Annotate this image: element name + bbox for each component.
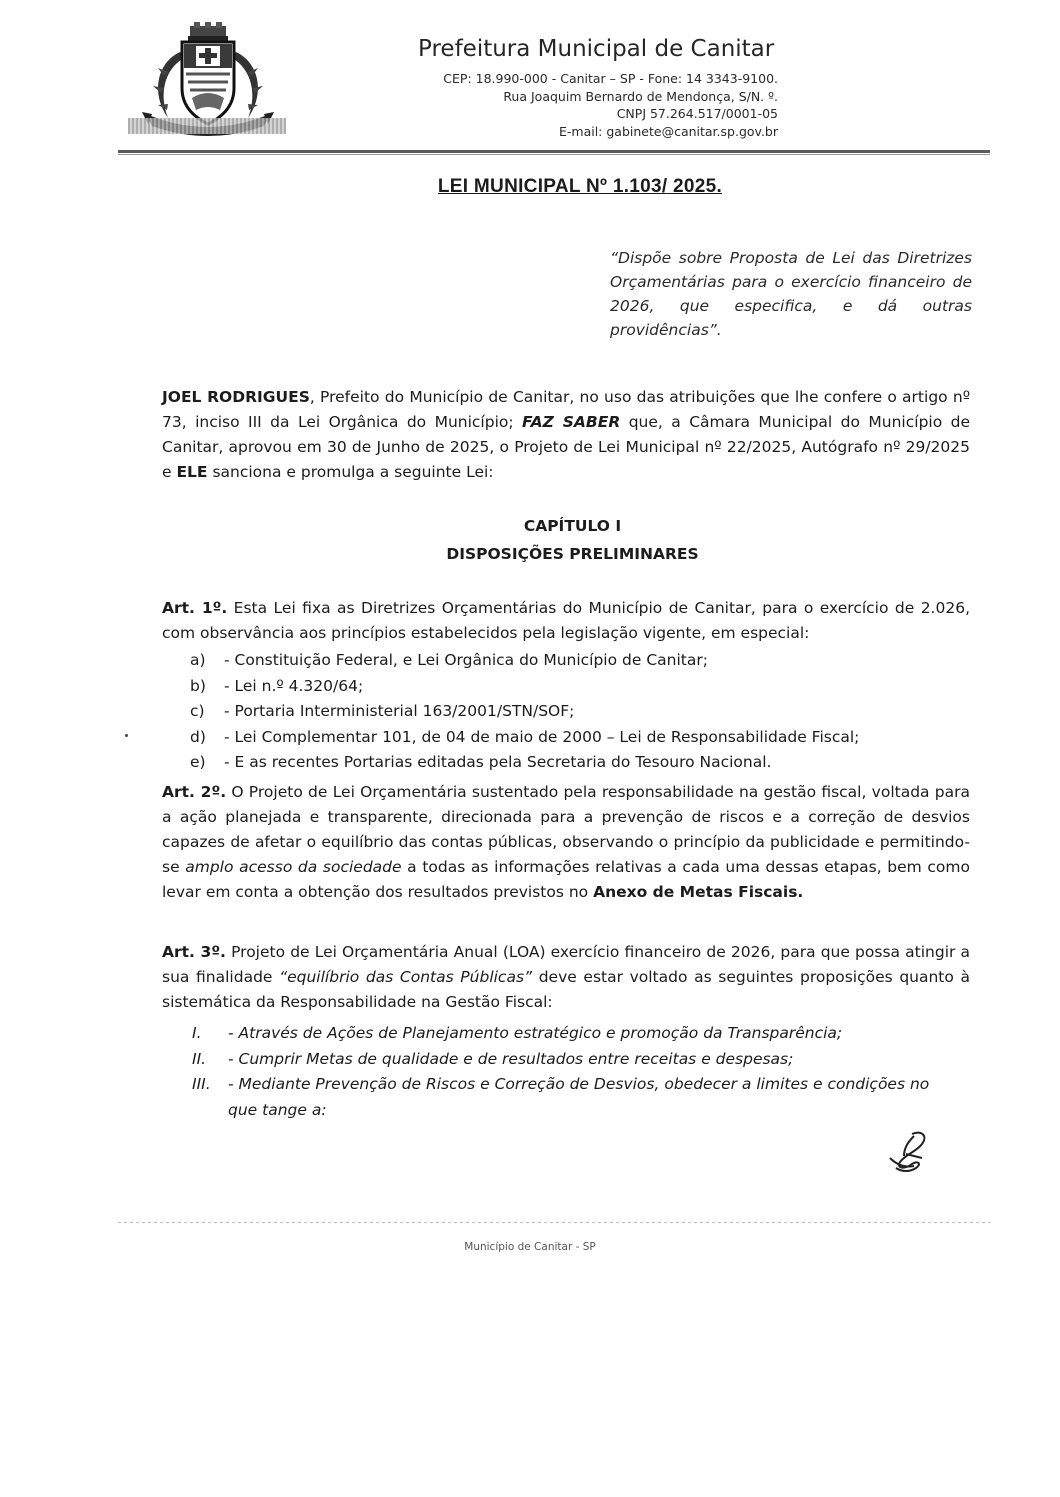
- article-2-label: Art. 2º.: [162, 783, 227, 801]
- faz-saber: FAZ SABER: [522, 413, 621, 431]
- signature-initials-mark: [882, 1128, 938, 1176]
- contact-block: [418, 70, 778, 140]
- list-item: I. - Através de Ações de Planejamento estratégico e promoção da Transparência;: [192, 1024, 843, 1042]
- list-item: II. - Cumprir Metas de qualidade e de resultados entre receitas e despesas;: [192, 1049, 794, 1068]
- list-item: c) - Portaria Interministerial 163/2001/STN/SOF;: [190, 702, 575, 720]
- article-1-items: [190, 648, 980, 776]
- list-item: b) - Lei n.º 4.320/64;: [190, 676, 364, 695]
- list-item: a) - Constituição Federal, e Lei Orgânica do Município de Canitar;: [190, 651, 708, 669]
- scan-speck: [125, 734, 128, 737]
- header-rule: [118, 150, 990, 153]
- article-3-items: [192, 1021, 982, 1123]
- chapter-name: DISPOSIÇÕES PRELIMINARES: [446, 545, 699, 563]
- preamble: JOEL RODRIGUES, Prefeito do Município de Canitar, no uso das atribuições que lhe confere o artigo nº 73, inciso III da Lei Orgânica do Município; FAZ SABER que, a Câmara Municipal do Município de Canitar, aprovou em 30 de Junho de 2025, o Projeto de Lei Municipal nº 22/2025, Autógrafo nº 29/2025 e ELE sanciona e promulga a seguinte Lei:: [162, 388, 971, 481]
- list-item: d) - Lei Complementar 101, de 04 de maio de 2000 – Lei de Responsabilidade Fiscal;: [190, 727, 860, 746]
- footer-rule: [118, 1222, 990, 1223]
- ementa: “Dispõe sobre Proposta de Lei das Diretrizes Orçamentárias para o exercício financeiro de 2026, que especifica, e dá outras providências”.: [610, 249, 972, 339]
- list-item: III. - Mediante Prevenção de Riscos e Correção de Desvios, obedecer a limites e condições no: [192, 1075, 930, 1093]
- list-item-continuation: que tange a:: [228, 1100, 327, 1119]
- cnpj-line: CNPJ 57.264.517/0001-05: [616, 106, 778, 121]
- article-1-label: Art. 1º.: [162, 599, 228, 617]
- mayor-name: JOEL RODRIGUES: [162, 388, 310, 406]
- cep-line: CEP: 18.990-000 - Canitar – SP - Fone: 14 3343-9100.: [443, 71, 778, 86]
- header-rule-thin: [118, 154, 990, 155]
- law-title: LEI MUNICIPAL Nº 1.103/ 2025.: [437, 176, 723, 197]
- crest-base-shading: [128, 118, 286, 134]
- article-2: Art. 2º. O Projeto de Lei Orçamentária sustentado pela responsabilidade na gestão fiscal, voltada para a ação planejada e transparente, direcionada para a prevenção de riscos e a correção de desvios capazes de afetar o equilíbrio das contas públicas, observando o princípio da publicidade e permitindo-se amplo acesso da sociedade a todas as informações relativas a cada uma dessas etapas, bem como levar em conta a obtenção dos resultados previstos no Anexo de Metas Fiscais.: [162, 783, 971, 901]
- footer-text: Município de Canitar - SP: [464, 1241, 596, 1253]
- article-1: Art. 1º. Esta Lei fixa as Diretrizes Orçamentárias do Município de Canitar, para o exercício de 2.026, com observância aos princípios estabelecidos pela legislação vigente, em especial:: [162, 599, 970, 642]
- org-name: Prefeitura Municipal de Canitar: [418, 36, 775, 62]
- email-line: E-mail: gabinete@canitar.sp.gov.br: [558, 123, 778, 139]
- list-item: e) - E as recentes Portarias editadas pela Secretaria do Tesouro Nacional.: [190, 753, 772, 771]
- law-title-wrap: [0, 176, 1060, 198]
- article-3-label: Art. 3º.: [162, 943, 226, 961]
- article-3: Art. 3º. Projeto de Lei Orçamentária Anual (LOA) exercício financeiro de 2026, para que possa atingir a sua finalidade “equilíbrio das Contas Públicas” deve estar voltado as seguintes proposições quanto à sistemática da Responsabilidade na Gestão Fiscal:: [162, 943, 970, 1011]
- chapter-number: CAPÍTULO I: [523, 517, 622, 535]
- address-line: Rua Joaquim Bernardo de Mendonça, S/N. º.: [503, 88, 778, 104]
